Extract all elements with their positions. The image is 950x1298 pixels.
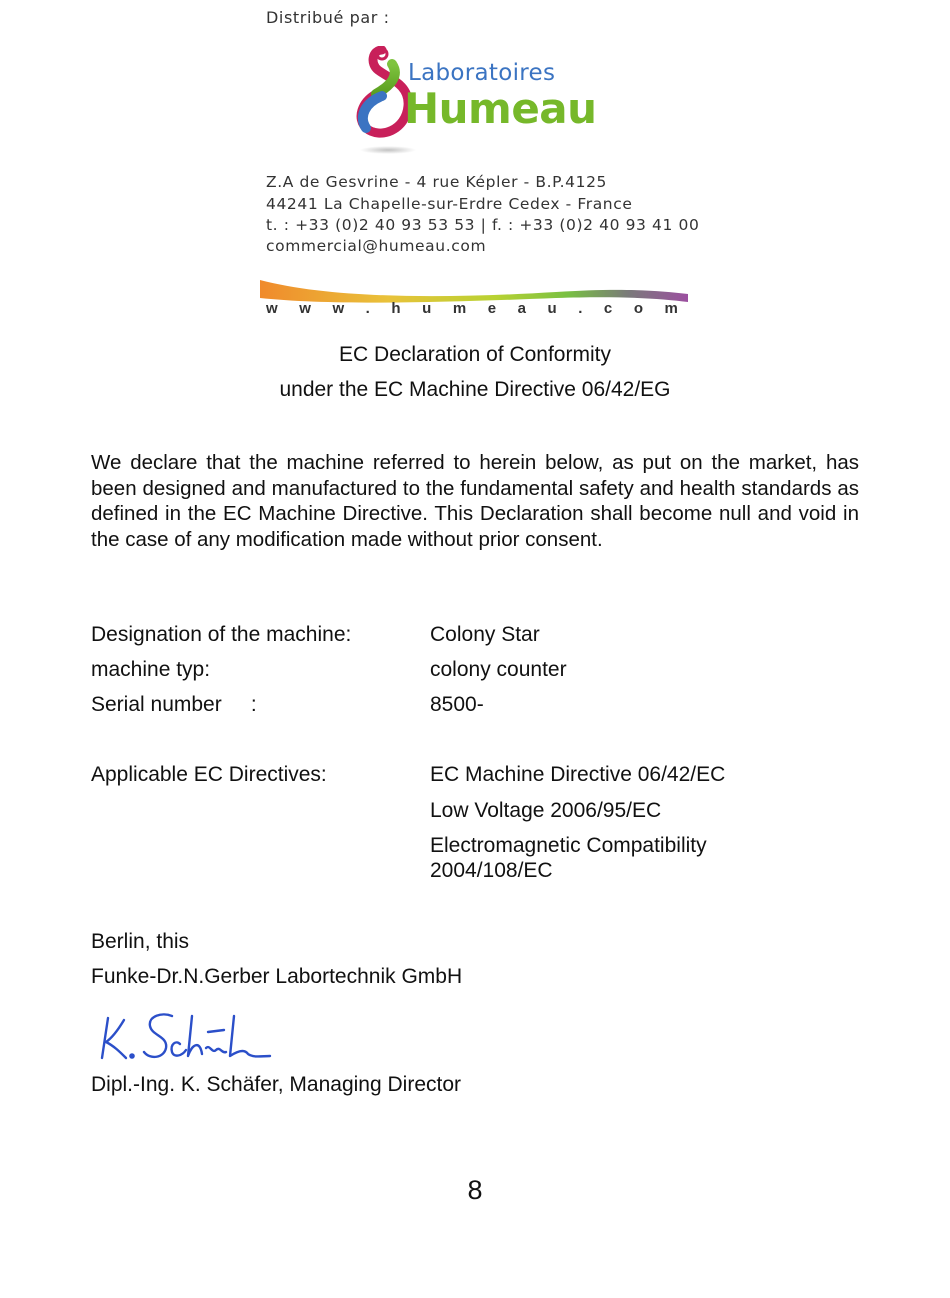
page-number: 8	[467, 1175, 483, 1205]
website-letter: c	[603, 300, 613, 317]
company-name: Funke-Dr.N.Gerber Labortechnik GmbH	[91, 965, 463, 988]
serial-number-value: 8500-	[430, 693, 484, 716]
website-letter: w	[299, 300, 311, 317]
logo-text-laboratoires: Laboratoires	[408, 60, 556, 86]
website-letter: u	[422, 300, 432, 317]
website-letter: a	[517, 300, 526, 317]
directive-item: EC Machine Directive 06/42/EC	[430, 763, 726, 786]
directive-item: Low Voltage 2006/95/EC	[430, 799, 662, 822]
website-letter: .	[578, 300, 583, 317]
signatory-name: Dipl.-Ing. K. Schäfer, Managing Director	[91, 1073, 462, 1096]
website-letter: e	[487, 300, 497, 317]
logo-text-humeau: Humeau	[404, 84, 597, 133]
website-letter: .	[365, 300, 370, 317]
phone-fax-line: t. : +33 (0)2 40 93 53 53 | f. : +33 (0)2 40 93 41 00	[266, 216, 700, 234]
website-letter: w	[266, 300, 278, 317]
machine-type-label: machine typ:	[91, 658, 211, 681]
place-line: Berlin, this	[91, 930, 190, 953]
website-url	[266, 300, 678, 317]
directive-item: 2004/108/EC	[430, 859, 553, 882]
serial-number-label: Serial number :	[91, 693, 257, 716]
website-letter: o	[633, 300, 643, 317]
designation-value: Colony Star	[430, 623, 540, 646]
designation-label: Designation of the machine:	[91, 623, 352, 646]
address-line-1: Z.A de Gesvrine - 4 rue Képler - B.P.4125	[266, 173, 608, 191]
email-address: commercial@humeau.com	[266, 237, 487, 255]
document-title: EC Declaration of Conformity	[339, 343, 611, 366]
address-line-2: 44241 La Chapelle-sur-Erdre Cedex - France	[266, 195, 633, 213]
declaration-paragraph: We declare that the machine referred to herein below, as put on the market, has been designed and manufactured to the fundamental safety and health standards as defined in the EC Machine Directive. This Declaration shall become null and void in the case of any modification made without prior consent.	[91, 451, 859, 551]
directives-label: Applicable EC Directives:	[91, 763, 327, 786]
signature-icon	[96, 1008, 272, 1066]
machine-type-value: colony counter	[430, 658, 567, 681]
website-letter: m	[452, 300, 467, 317]
website-letter: h	[391, 300, 401, 317]
document-subtitle: under the EC Machine Directive 06/42/EG	[279, 378, 671, 401]
distributed-by-label: Distribué par :	[266, 8, 390, 27]
website-letter: w	[332, 300, 345, 317]
website-letter: m	[664, 300, 678, 317]
website-letter: u	[547, 300, 557, 317]
directive-item: Electromagnetic Compatibility	[430, 834, 707, 857]
